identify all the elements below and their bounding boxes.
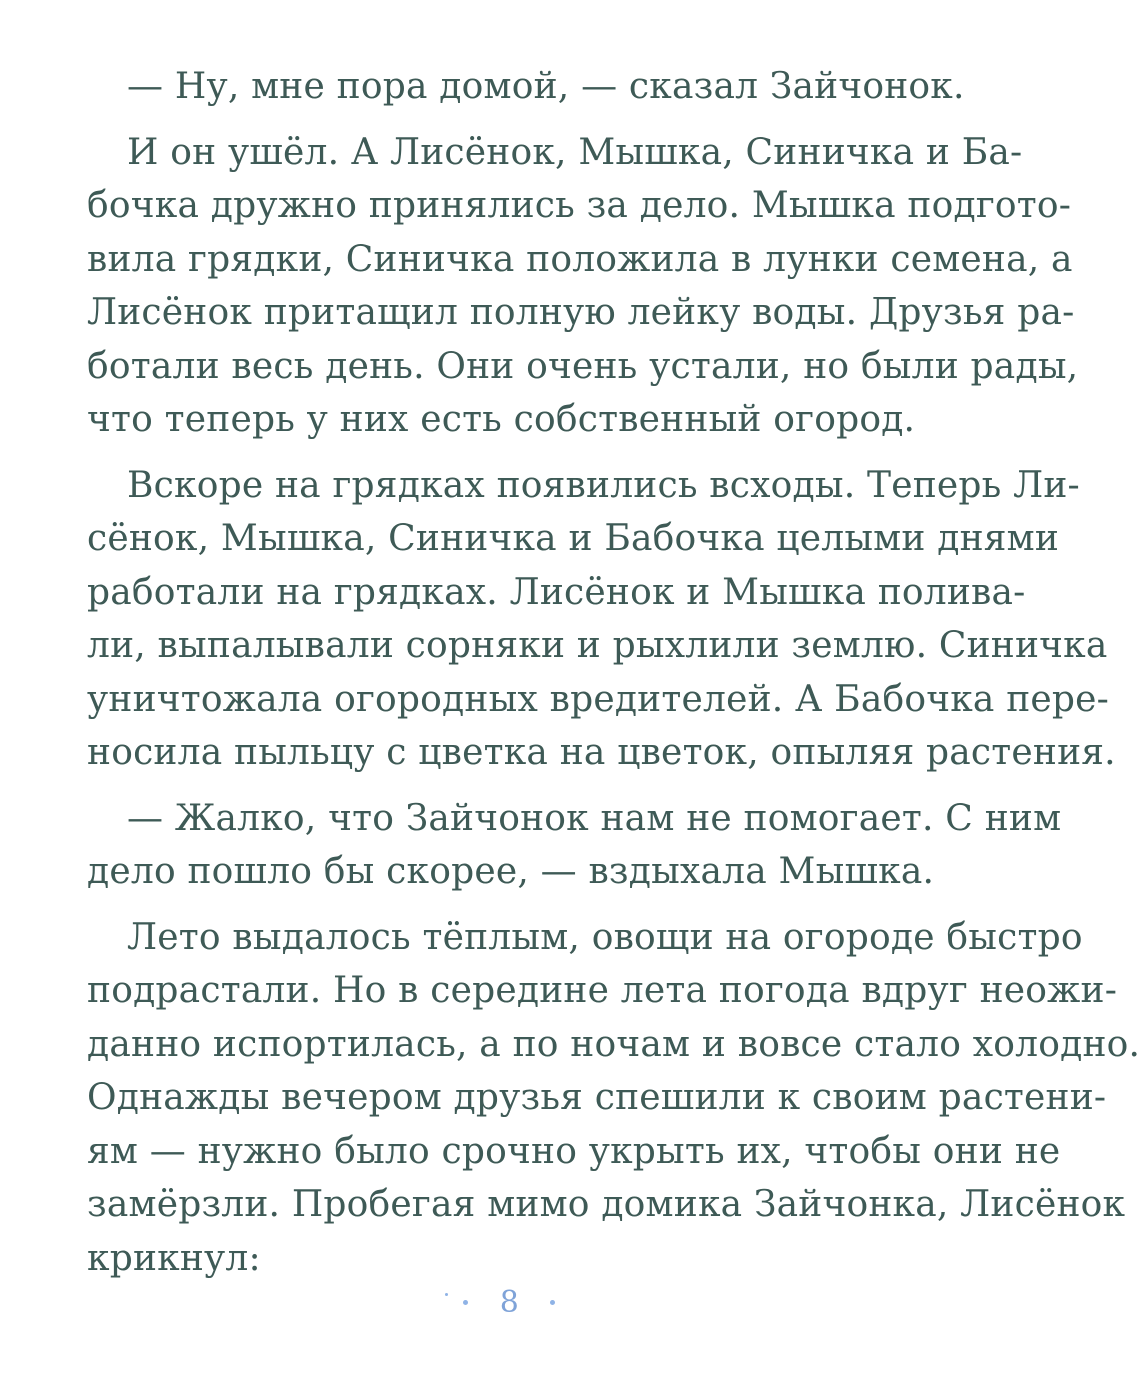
text-line: носила пыльцу с цветка на цветок, опыляя растения. — [87, 732, 1116, 773]
text-line: ям — нужно было срочно укрыть их, чтобы они не — [87, 1130, 1061, 1172]
page-footer — [0, 1285, 1000, 1325]
text-line: сёнок, Мышка, Синичка и Бабочка целыми днями — [87, 518, 1060, 559]
page-text — [47, 60, 1140, 1297]
text-line: замёрзли. Пробегая мимо домика Зайчонка, Лисёнок — [87, 1184, 1126, 1225]
text-line: что теперь у них есть собственный огород. — [87, 399, 916, 440]
paragraph — [47, 60, 965, 114]
text-line: подрастали. Но в середине лета погода вдруг неожи- — [87, 970, 1118, 1011]
page-number: 8 — [499, 1285, 519, 1320]
decorative-star-icon — [550, 1300, 555, 1305]
text-line: — Ну, мне пора домой, — сказал Зайчонок. — [127, 66, 965, 107]
text-line: Лисёнок притащил полную лейку воды. Друзья ра- — [87, 292, 1075, 333]
text-line: Однажды вечером друзья спешили к своим растени- — [87, 1077, 1107, 1118]
decorative-dot-icon — [463, 1300, 468, 1305]
paragraph — [47, 459, 1116, 780]
text-line: работали на грядках. Лисёнок и Мышка полива- — [87, 571, 1026, 613]
text-line: ли, выпалывали сорняки и рыхлили землю. Синичка — [87, 625, 1108, 666]
text-line: И он ушёл. А Лисёнок, Мышка, Синичка и Ба- — [127, 131, 1023, 173]
decorative-dot-icon — [445, 1293, 448, 1296]
text-line: данно испортилась, а по ночам и вовсе стало холодно. — [87, 1023, 1140, 1065]
text-line: бочка дружно принялись за дело. Мышка подгото- — [87, 185, 1072, 226]
paragraph — [47, 126, 1079, 447]
text-line: уничтожала огородных вредителей. А Бабочка пере- — [87, 678, 1110, 720]
text-line: вила грядки, Синичка положила в лунки семена, а — [87, 238, 1073, 280]
paragraph — [47, 792, 1062, 899]
text-line: ботали весь день. Они очень устали, но были рады, — [87, 345, 1079, 387]
paragraph — [47, 911, 1140, 1286]
text-line: Вскоре на грядках появились всходы. Теперь Ли- — [127, 464, 1080, 506]
text-line: Лето выдалось тёплым, овощи на огороде быстро — [127, 916, 1083, 958]
text-line: крикнул: — [87, 1237, 261, 1279]
text-line: — Жалко, что Зайчонок нам не помогает. С ним — [127, 797, 1062, 839]
text-line: дело пошло бы скорее, — вздыхала Мышка. — [87, 851, 935, 892]
